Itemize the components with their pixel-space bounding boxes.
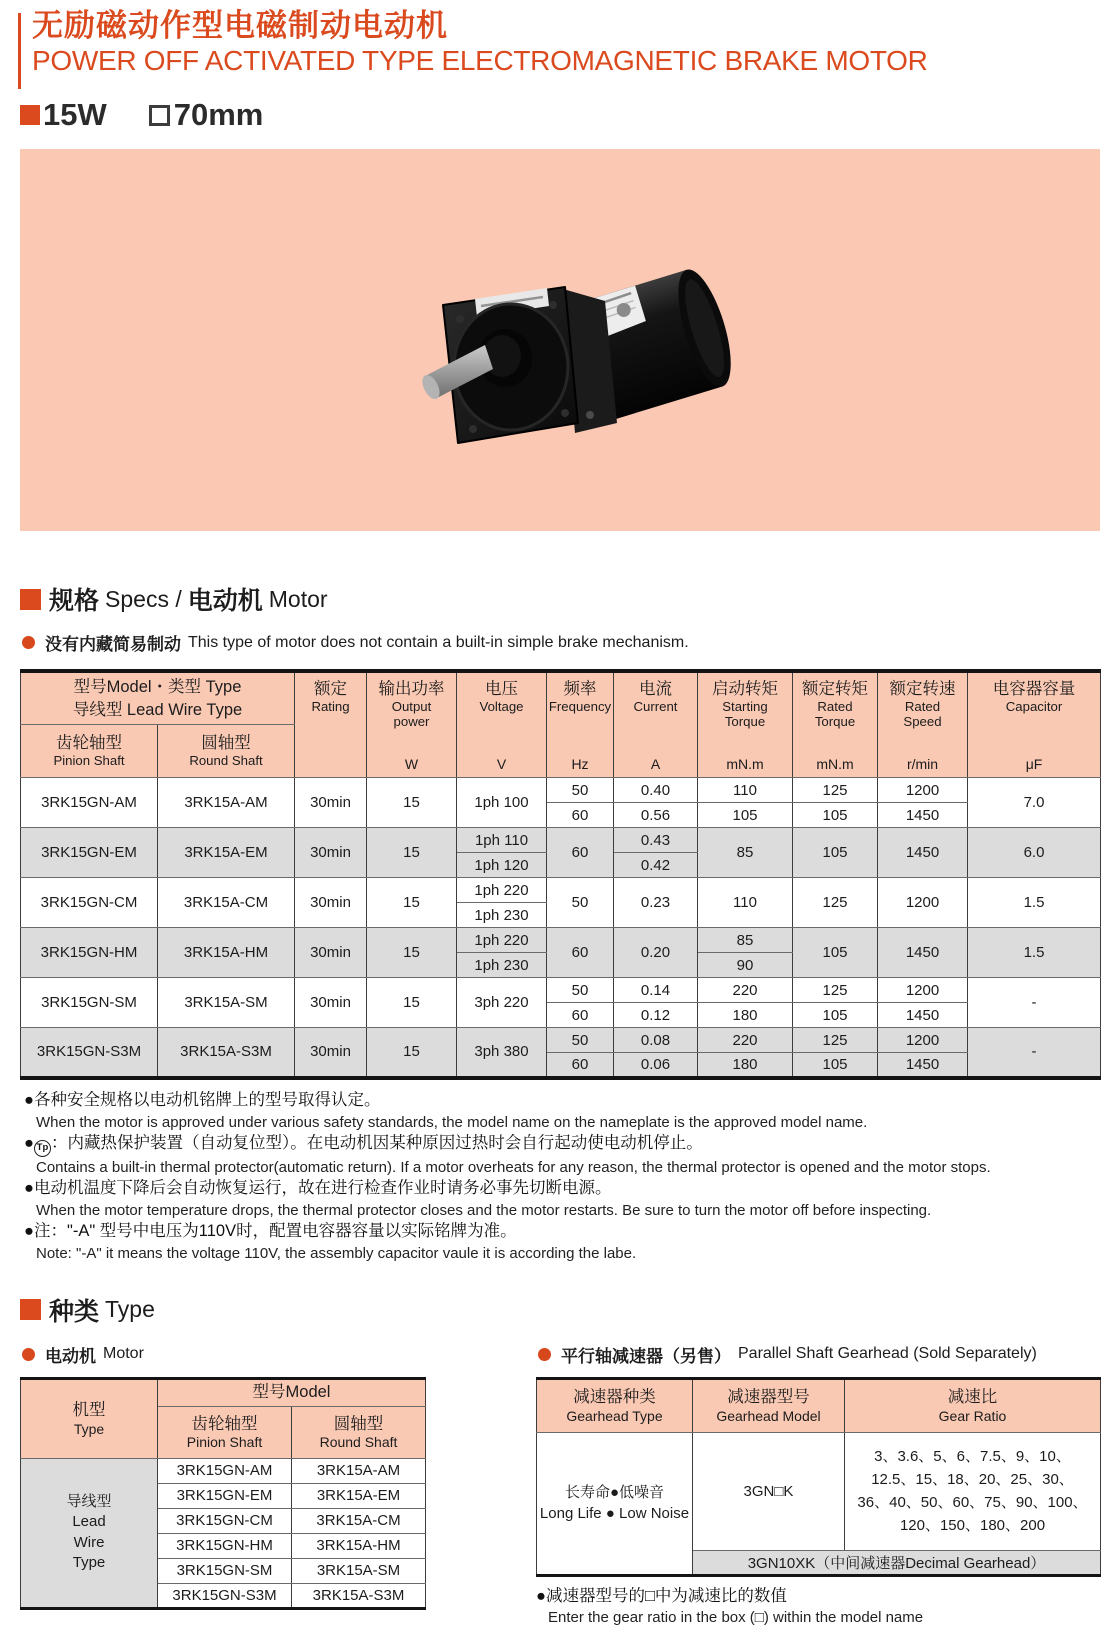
- spec-cell-rated: 105: [793, 1003, 878, 1028]
- spec-cell-voltage: 1ph 100: [457, 778, 547, 828]
- gearhead-type-line-en: Long Life ● Low Noise: [539, 1505, 690, 1523]
- spec-cell-power: 15: [367, 828, 457, 878]
- header-model-line2: 导线型 Lead Wire Type: [72, 700, 243, 719]
- model-cell: 3RK15A-S3M: [292, 1583, 426, 1608]
- header-start-zh: 启动转矩: [712, 680, 778, 699]
- spec-cell-current: 0.14: [614, 978, 698, 1003]
- spec-cell-start: 180: [698, 1003, 793, 1028]
- header-rated-zh: 额定转矩: [802, 680, 868, 699]
- header-frequency-unit: Hz: [571, 756, 589, 773]
- gear-ratio-cell: 3、3.6、5、6、7.5、9、10、12.5、15、18、20、25、30、36、40、50、60、75、90、100、120、150、180、200: [845, 1432, 1101, 1550]
- spec-cell-start: 180: [698, 1053, 793, 1078]
- spec-cell-voltage: 1ph 230: [457, 953, 547, 978]
- header-frequency-en: Frequency: [548, 699, 612, 715]
- gear-ratio-en: Gear Ratio: [938, 1407, 1007, 1424]
- header-current-zh: 电流: [639, 680, 672, 699]
- motor-bullet-zh: 电动机: [45, 1346, 96, 1366]
- bullet-icon: [22, 1348, 35, 1361]
- header-power-en2: power: [393, 713, 430, 729]
- spec-cell-rated: 125: [793, 978, 878, 1003]
- table-row: [21, 1458, 426, 1483]
- spec-cell-speed: 1450: [878, 1003, 968, 1028]
- spec-row: [21, 878, 1101, 903]
- spec-cell-pinion: 3RK15GN-S3M: [21, 1028, 158, 1078]
- header-round-zh: 圆轴型: [201, 733, 251, 752]
- lead-line: Wire: [73, 1533, 105, 1551]
- spec-cell-freq: 60: [547, 828, 614, 878]
- header-voltage-unit: V: [496, 756, 507, 773]
- header-voltage-zh: 电压: [485, 680, 518, 699]
- note-zh-text: 电动机温度下降后会自动恢复运行，故在进行检查作业时请务必事先切断电源。: [33, 1178, 612, 1197]
- machine-type-zh: 机型: [72, 1401, 106, 1420]
- type-heading-zh: 种类: [49, 1297, 100, 1326]
- gearhead-column: [536, 1328, 1100, 1628]
- spec-cell-capacitor: 6.0: [968, 828, 1101, 878]
- spec-cell-capacitor: 1.5: [968, 878, 1101, 928]
- header-starting-torque: [698, 671, 793, 778]
- header-rated-en2: Torque: [814, 713, 856, 729]
- orange-square-icon: [20, 589, 41, 610]
- header-rated-torque: [793, 671, 878, 778]
- lead-wire-type-cell: [21, 1458, 158, 1608]
- spec-cell-rated: 105: [793, 1053, 878, 1078]
- spec-cell-start: 220: [698, 1028, 793, 1053]
- spec-cell-rated: 125: [793, 1028, 878, 1053]
- type-heading-en: Type: [105, 1296, 155, 1323]
- spec-cell-freq: 50: [547, 1028, 614, 1053]
- note-item: ● Tp ：内藏热保护装置（自动复位型）。在电动机因某种原因过热时会自行起动使电动机停止。: [24, 1133, 1120, 1157]
- header-round-shaft: [292, 1406, 426, 1458]
- spec-cell-current: 0.06: [614, 1053, 698, 1078]
- header-start-en2: Torque: [724, 713, 766, 729]
- spec-row: [21, 778, 1101, 803]
- spec-cell-power: 15: [367, 778, 457, 828]
- lead-line: Lead: [72, 1513, 106, 1531]
- spec-cell-rated: 105: [793, 828, 878, 878]
- gearhead-type-en: Gearhead Type: [566, 1407, 663, 1424]
- header-round-en: Round Shaft: [189, 752, 263, 768]
- spec-cell-freq: 50: [547, 778, 614, 803]
- type-section-heading: [20, 1292, 1120, 1328]
- spec-cell-round: 3RK15A-AM: [158, 778, 295, 828]
- filled-square-icon: [20, 105, 40, 125]
- tp-icon: Tp: [34, 1140, 51, 1157]
- note-zh-text: 各种安全规格以电动机铭牌上的型号取得认定。: [33, 1090, 381, 1109]
- spec-cell-current: 0.12: [614, 1003, 698, 1028]
- gearhead-type-line-zh: 长寿命●低噪音: [564, 1484, 665, 1502]
- note-zh-text: ：内藏热保护装置（自动复位型）。在电动机因某种原因过热时会自行起动使电动机停止。: [50, 1133, 703, 1152]
- spec-cell-rating: 30min: [295, 878, 367, 928]
- header-voltage: [457, 671, 547, 778]
- gearhead-bullet: [538, 1342, 1100, 1367]
- spec-cell-freq: 60: [547, 1053, 614, 1078]
- spec-cell-pinion: 3RK15GN-AM: [21, 778, 158, 828]
- specs-heading-zh: 规格: [49, 587, 100, 616]
- header-capacitor-zh: 电容器容量: [992, 680, 1076, 699]
- specs-bullet-note: [22, 630, 1120, 655]
- motor-model-table: [20, 1377, 426, 1610]
- model-header-label: 型号Model: [252, 1383, 331, 1402]
- model-cell: 3RK15GN-HM: [158, 1533, 292, 1558]
- spec-cell-round: 3RK15A-EM: [158, 828, 295, 878]
- page-title: 无励磁动作型电磁制动电动机: [32, 8, 448, 43]
- spec-cell-power: 15: [367, 928, 457, 978]
- spec-cell-round: 3RK15A-S3M: [158, 1028, 295, 1078]
- header-gearhead-type: [537, 1378, 693, 1432]
- wattage-label: 15W: [43, 97, 107, 133]
- spec-cell-pinion: 3RK15GN-CM: [21, 878, 158, 928]
- header-power-en1: Output: [391, 699, 432, 715]
- spec-cell-rating: 30min: [295, 928, 367, 978]
- spec-cell-power: 15: [367, 978, 457, 1028]
- gearhead-type-cell: [537, 1432, 693, 1575]
- spec-cell-capacitor: -: [968, 978, 1101, 1028]
- spec-row: [21, 978, 1101, 1003]
- notes-list: [24, 1090, 1120, 1264]
- spec-cell-rated: 125: [793, 778, 878, 803]
- orange-square-icon: [20, 1299, 41, 1320]
- header-capacitor-en: Capacitor: [1005, 699, 1063, 715]
- spec-cell-start: 85: [698, 928, 793, 953]
- header-power-zh: 输出功率: [378, 680, 445, 699]
- frame-square-icon: [149, 105, 170, 126]
- gearhead-model-cell: 3GN□K: [693, 1432, 845, 1550]
- spec-cell-start: 110: [698, 878, 793, 928]
- header-model: [158, 1378, 426, 1406]
- spec-cell-start: 220: [698, 978, 793, 1003]
- header-machine-type: [21, 1378, 158, 1458]
- spec-cell-voltage: 1ph 120: [457, 853, 547, 878]
- header-rating-zh: 额定: [314, 680, 347, 699]
- header-current-en: Current: [633, 699, 678, 715]
- spec-cell-freq: 60: [547, 1003, 614, 1028]
- spec-cell-start: 90: [698, 953, 793, 978]
- note-item: ●注："-A" 型号中电压为110V时，配置电容器容量以实际铭牌为准。: [24, 1221, 517, 1240]
- motor-image: [415, 227, 755, 467]
- lead-line: 导线型: [66, 1493, 112, 1511]
- specs-section-heading: [20, 581, 1120, 617]
- header-pinion-en: Pinion Shaft: [53, 752, 125, 768]
- header-model-line1: 型号Model・类型 Type: [73, 678, 242, 697]
- spec-row: [21, 828, 1101, 853]
- spec-cell-freq: 60: [547, 803, 614, 828]
- spec-cell-voltage: 1ph 230: [457, 903, 547, 928]
- header-rated-speed: [878, 671, 968, 778]
- spec-cell-rating: 30min: [295, 828, 367, 878]
- model-cell: 3RK15A-SM: [292, 1558, 426, 1583]
- spec-cell-current: 0.43: [614, 828, 698, 853]
- header-model-group: [21, 671, 295, 724]
- model-cell: 3RK15GN-AM: [158, 1458, 292, 1483]
- header-round-shaft: [158, 724, 295, 777]
- spec-cell-current: 0.08: [614, 1028, 698, 1053]
- spec-cell-pinion: 3RK15GN-SM: [21, 978, 158, 1028]
- spec-cell-pinion: 3RK15GN-HM: [21, 928, 158, 978]
- header-speed-en2: Speed: [903, 713, 942, 729]
- spec-cell-speed: 1200: [878, 878, 968, 928]
- title-accent-bar: [18, 13, 21, 89]
- header-rated-unit: mN.m: [816, 756, 854, 773]
- note-item: ●减速器型号的□中为减速比的数值: [536, 1586, 787, 1605]
- spec-cell-current: 0.56: [614, 803, 698, 828]
- gearhead-model-en: Gearhead Model: [716, 1407, 821, 1424]
- gear-ratio-zh: 减速比: [947, 1388, 998, 1407]
- spec-cell-capacitor: 7.0: [968, 778, 1101, 828]
- spec-cell-pinion: 3RK15GN-EM: [21, 828, 158, 878]
- model-cell: 3RK15A-HM: [292, 1533, 426, 1558]
- spec-cell-freq: 50: [547, 978, 614, 1003]
- spec-cell-round: 3RK15A-HM: [158, 928, 295, 978]
- spec-cell-rated: 105: [793, 928, 878, 978]
- spec-cell-rated: 125: [793, 878, 878, 928]
- header-speed-en1: Rated: [904, 699, 941, 715]
- header-gear-ratio: [845, 1378, 1101, 1432]
- header-power-unit: W: [404, 756, 419, 773]
- size-line: [20, 97, 1120, 133]
- spec-row: [21, 1028, 1101, 1053]
- spec-cell-voltage: 3ph 220: [457, 978, 547, 1028]
- header-gearhead-model: [693, 1378, 845, 1432]
- spec-row: [21, 928, 1101, 953]
- header-speed-zh: 额定转速: [889, 680, 956, 699]
- spec-cell-capacitor: 1.5: [968, 928, 1101, 978]
- bullet-icon: [22, 636, 35, 649]
- spec-cell-rating: 30min: [295, 1028, 367, 1078]
- header-capacitor: [968, 671, 1101, 778]
- note-item-en: When the motor temperature drops, the thermal protector closes and the motor restarts. Be sure to turn the motor off before inspecting.: [36, 1201, 932, 1219]
- header-pinion-shaft: [21, 724, 158, 777]
- machine-type-en: Type: [73, 1420, 105, 1437]
- header-frequency: [547, 671, 614, 778]
- note-zh-text: 减速器型号的□中为减速比的数值: [545, 1586, 787, 1605]
- motor-type-column: [20, 1328, 425, 1610]
- note-item-en: Note: "-A" it means the voltage 110V, the assembly capacitor vaule it is according the labe.: [36, 1244, 637, 1262]
- round-zh: 圆轴型: [333, 1414, 384, 1433]
- model-cell: 3RK15GN-SM: [158, 1558, 292, 1583]
- spec-cell-speed: 1450: [878, 1053, 968, 1078]
- spec-cell-freq: 50: [547, 878, 614, 928]
- specs-bullet-en: This type of motor does not contain a built-in simple brake mechanism.: [188, 633, 689, 651]
- header-current: [614, 671, 698, 778]
- lead-line: Type: [72, 1553, 106, 1571]
- note-item-en: Enter the gear ratio in the box (□) within the model name: [548, 1609, 924, 1627]
- specs-heading-mid: Specs /: [105, 585, 182, 612]
- header-power: [367, 671, 457, 778]
- gearhead-type-zh: 减速器种类: [573, 1388, 656, 1407]
- spec-cell-start: 85: [698, 828, 793, 878]
- pinion-zh: 齿轮轴型: [191, 1414, 258, 1433]
- specs-heading-zh2: 电动机: [187, 587, 263, 616]
- spec-cell-voltage: 3ph 380: [457, 1028, 547, 1078]
- spec-cell-voltage: 1ph 220: [457, 928, 547, 953]
- spec-cell-rating: 30min: [295, 978, 367, 1028]
- spec-cell-capacitor: -: [968, 1028, 1101, 1078]
- header-frequency-zh: 频率: [563, 680, 597, 699]
- header-speed-unit: r/min: [906, 756, 939, 773]
- motor-bullet: [22, 1342, 425, 1367]
- note-item-en: When the motor is approved under various safety standards, the model name on the nameplate is the approved model name.: [36, 1113, 868, 1131]
- page-header: [18, 8, 1120, 77]
- model-cell: 3RK15A-CM: [292, 1508, 426, 1533]
- spec-cell-start: 110: [698, 778, 793, 803]
- pinion-en: Pinion Shaft: [186, 1434, 263, 1451]
- model-cell: 3RK15A-AM: [292, 1458, 426, 1483]
- spec-cell-rated: 105: [793, 803, 878, 828]
- gearhead-note: [536, 1586, 1100, 1628]
- gearhead-bullet-zh: 平行轴减速器（另售）: [561, 1346, 731, 1366]
- note-item: ●电动机温度下降后会自动恢复运行，故在进行检查作业时请务必事先切断电源。: [24, 1178, 612, 1197]
- spec-cell-current: 0.23: [614, 878, 698, 928]
- spec-cell-rating: 30min: [295, 778, 367, 828]
- model-cell: 3RK15GN-S3M: [158, 1583, 292, 1608]
- specs-heading-en: Motor: [268, 585, 328, 612]
- bullet-icon: [538, 1348, 551, 1361]
- note-zh-text: 注："-A" 型号中电压为110V时，配置电容器容量以实际铭牌为准。: [33, 1221, 517, 1240]
- decimal-gearhead-cell: 3GN10XK（中间减速器Decimal Gearhead）: [693, 1550, 1101, 1575]
- specs-bullet-zh: 没有内藏简易制动: [45, 635, 181, 655]
- round-en: Round Shaft: [319, 1434, 398, 1451]
- spec-cell-speed: 1200: [878, 1028, 968, 1053]
- model-cell: 3RK15GN-CM: [158, 1508, 292, 1533]
- gearhead-bullet-en: Parallel Shaft Gearhead (Sold Separately): [738, 1345, 1037, 1363]
- spec-cell-voltage: 1ph 110: [457, 828, 547, 853]
- header-current-unit: A: [650, 756, 661, 773]
- product-banner: [20, 149, 1100, 531]
- header-rating-en: Rating: [311, 699, 350, 715]
- spec-cell-freq: 60: [547, 928, 614, 978]
- header-pinion-shaft: [158, 1406, 292, 1458]
- spec-cell-start: 105: [698, 803, 793, 828]
- spec-cell-power: 15: [367, 1028, 457, 1078]
- spec-cell-current: 0.42: [614, 853, 698, 878]
- spec-cell-round: 3RK15A-SM: [158, 978, 295, 1028]
- spec-cell-speed: 1450: [878, 803, 968, 828]
- header-capacitor-unit: μF: [1025, 756, 1043, 773]
- spec-cell-power: 15: [367, 878, 457, 928]
- header-rating: [295, 671, 367, 778]
- type-columns: [20, 1328, 1100, 1628]
- motor-bullet-en: Motor: [103, 1345, 144, 1363]
- frame-size-label: 70mm: [173, 97, 264, 133]
- header-voltage-en: Voltage: [479, 699, 524, 715]
- note-item: ●各种安全规格以电动机铭牌上的型号取得认定。: [24, 1090, 381, 1109]
- model-cell: 3RK15A-EM: [292, 1483, 426, 1508]
- spec-cell-current: 0.40: [614, 778, 698, 803]
- spec-cell-voltage: 1ph 220: [457, 878, 547, 903]
- spec-cell-speed: 1450: [878, 828, 968, 878]
- gearhead-model-zh: 减速器型号: [727, 1388, 810, 1407]
- header-pinion-zh: 齿轮轴型: [56, 733, 122, 752]
- page-subtitle: POWER OFF ACTIVATED TYPE ELECTROMAGNETIC BRAKE MOTOR: [32, 44, 928, 76]
- spec-cell-round: 3RK15A-CM: [158, 878, 295, 928]
- header-start-unit: mN.m: [726, 756, 764, 773]
- spec-cell-current: 0.20: [614, 928, 698, 978]
- spec-cell-speed: 1450: [878, 928, 968, 978]
- gearhead-table: [536, 1377, 1101, 1577]
- model-cell: 3RK15GN-EM: [158, 1483, 292, 1508]
- header-rated-en1: Rated: [817, 699, 853, 715]
- note-item-en: Contains a built-in thermal protector(automatic return). If a motor overheats for any reason, the thermal protector is opened and the motor stops.: [36, 1158, 991, 1176]
- spec-cell-speed: 1200: [878, 778, 968, 803]
- header-start-en1: Starting: [722, 699, 768, 715]
- spec-cell-speed: 1200: [878, 978, 968, 1003]
- table-row: [537, 1432, 1101, 1550]
- spec-table: [20, 669, 1101, 1080]
